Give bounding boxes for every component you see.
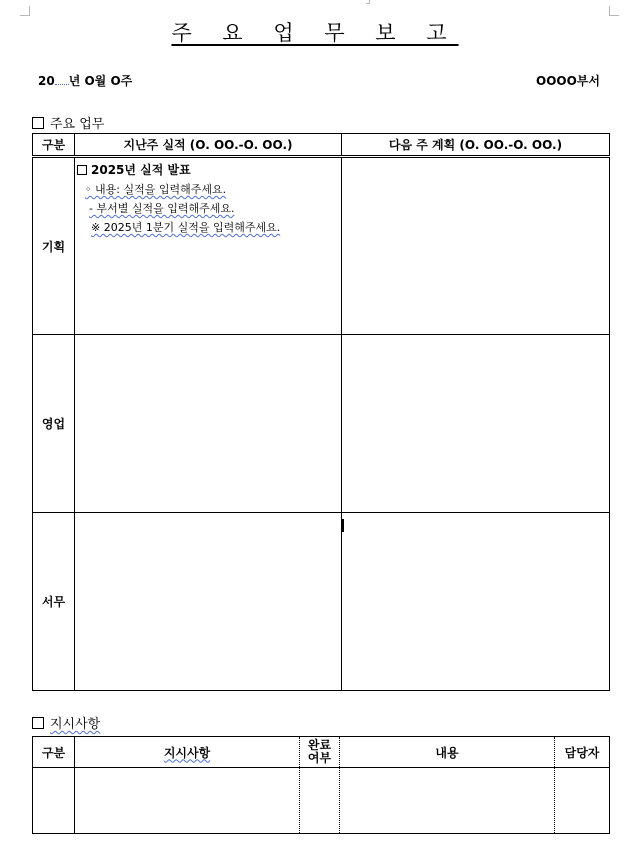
sales-next-week-cell[interactable]: [342, 335, 610, 513]
planning-last-week-cell[interactable]: [75, 157, 342, 335]
table-row: [33, 157, 610, 335]
planning-next-week-cell[interactable]: [342, 157, 610, 335]
main-section-title: 주요 업무: [50, 117, 105, 132]
table-row: [33, 513, 610, 691]
report-date-week[interactable]: 년 O월 O주: [68, 74, 133, 88]
row-category-general-affairs: 서무: [33, 513, 75, 691]
task-line[interactable]: ※ 2025년 1분기 실적을 입력해주세요.: [91, 221, 281, 234]
directive-category-cell[interactable]: [33, 768, 75, 834]
row-category-sales: 영업: [33, 335, 75, 513]
report-date-year[interactable]: 20: [38, 74, 55, 88]
header-category: 구분: [33, 737, 75, 768]
affairs-next-week-cell[interactable]: [342, 513, 610, 691]
checkbox-square-icon: [77, 165, 87, 175]
directive-cell[interactable]: [75, 768, 300, 834]
header-completion: 완료 여부: [300, 737, 340, 768]
page-title: 주 요 업 무 보 고: [171, 21, 459, 45]
table-row: [33, 335, 610, 513]
page-corner-mark: [20, 6, 30, 16]
header-category: 구분: [33, 134, 75, 157]
department-name[interactable]: OOOO부서: [536, 74, 600, 88]
main-section-heading: [32, 113, 104, 132]
table-header-row: [33, 737, 610, 768]
checkbox-square-icon: [32, 117, 44, 129]
page-corner-mark: [366, 0, 370, 4]
report-date: [38, 72, 132, 89]
main-work-table: [32, 133, 610, 691]
table-header-row: [33, 134, 610, 157]
header-owner: 담당자: [555, 737, 610, 768]
directives-table: [32, 736, 610, 834]
table-row: [33, 768, 610, 834]
header-directive: 지시사항: [75, 737, 300, 768]
directives-section-heading: [32, 713, 100, 732]
owner-cell[interactable]: [555, 768, 610, 834]
header-last-week: 지난주 실적 (O. OO.-O. OO.): [75, 134, 342, 157]
date-blank[interactable]: [55, 84, 69, 85]
affairs-last-week-cell[interactable]: [75, 513, 342, 691]
task-title-text[interactable]: 2025년 실적 발표: [91, 163, 191, 177]
task-line[interactable]: ◦ 내용: 실적을 입력해주세요.: [85, 183, 227, 196]
task-title: [77, 161, 339, 178]
directives-section-title: 지시사항: [50, 717, 101, 732]
checkbox-square-icon: [32, 717, 44, 729]
task-line[interactable]: - 부서별 실적을 입력해주세요.: [89, 202, 235, 215]
text-cursor: [342, 519, 344, 532]
page-corner-mark: [609, 6, 619, 16]
completion-cell[interactable]: [300, 768, 340, 834]
content-cell[interactable]: [340, 768, 555, 834]
row-category-planning: 기획: [33, 157, 75, 335]
header-content: 내용: [340, 737, 555, 768]
header-next-week: 다음 주 계획 (O. OO.-O. OO.): [342, 134, 610, 157]
sales-last-week-cell[interactable]: [75, 335, 342, 513]
